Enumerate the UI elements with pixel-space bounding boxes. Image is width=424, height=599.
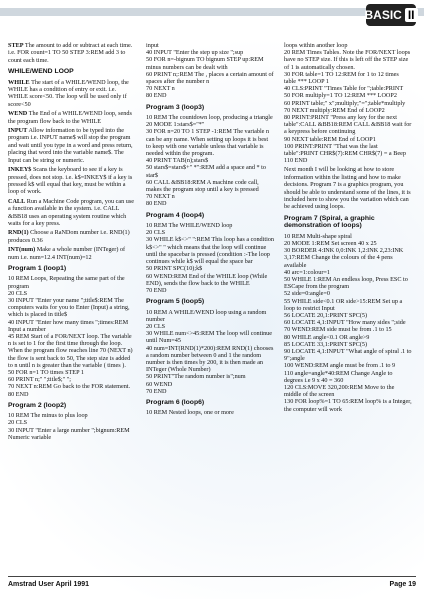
program-2-listing: 10 REM The minus to plus loop 20 CLS 30 INPUT "Enter a large number ";bignum:REM Numeric variable — [8, 412, 130, 441]
program-7-heading: Program 7 (Spiral, a graphic demonstration of loops) — [284, 214, 375, 230]
program-6-listing: 10 REM Nested loops, one or more — [146, 409, 234, 417]
def-input: INPUT Allow information to be typed into the program i.e. INPUT name$ will stop the program and wait until you type in a word and press return, placing that word into the variable name$. The Input can be string or numeric. — [8, 127, 133, 164]
program-1-listing: 10 REM Loops, Repeating the same part of the program 20 CLS 30 INPUT "Enter your name ";title$:REM The computers waits for you to Enter (Input) a string, which is placed in title$ 40 INPUT "Enter how many times ";times:REM Input a number 45 REM Start of a FOR/NEXT loop. The variable n is set to 1 for the first time through the loop. When the program flow reaches line 70 (NEXT n) the flow is sent back to 50, The step size is added to n until n is greater than the variable ( times ). 50 FOR n=1 TO times STEP 1 60 PRINT n;" ";title$;" "; 70 NEXT n:REM Go back to the FOR statement. 80 END — [8, 275, 133, 398]
def-int: INT(num) Make a whole number (INTeger) of num i.e. num=12.4 INT(num)=12 — [8, 246, 126, 261]
def-inkey: INKEY$ Scans the keyboard to see if a key is pressed, does not stop. i.e. k$=INKEY$ if a key is pressed k$ will equal that key, must be within a loop of work. — [8, 166, 133, 196]
program-4-listing: 10 REM The WHILE/WEND loop 20 CLS 30 WHILE k$<>" ":REM This loop has a condition k$<>" " which means that the loop will continue until the spacebar is pressed (condition :-The loop continues while k$ will equal the space bar 50 PRINT SPC(10);k$ 60 WEND:REM End of the WHILE loop (While END), sends the flow back to the WHILE 70 END — [146, 222, 274, 294]
program-7-listing: 10 REM Multi-shape spiral 20 MODE 1:REM Set screen 40 x 25 30 BORDER 4:INK 0,0:INK 1,2:INK 2,23:INK 3,17:REM Change the colours of the 4 pens available 40 arc=1:colour=1 50 WHILE 1:REM An endless loop, Press ESC to ESCape from the program 52 side=0:angle=0 55 WHILE side<0.1 OR side>15:REM Set up a loop to restrict Input 56 LOCATE 20,1:PRINT SPC(5) 60 LOCATE 4,1:INPUT "How many sides ";side 70 WEND:REM side must be from .1 to 15 80 WHILE angle<0.1 OR angle>9 85 LOCATE 33,1:PRINT SPC(5) 90 LOCATE 4,1:INPUT "What angle of spiral .1 to 9";angle 100 WEND:REM angle must be from .1 to 9 110 angle=angle*40:REM Change Angle to degrees i.e 9 x 40 = 360 120 CLS:MOVE 320,200:REM Move to the middle of the screen 130 FOR loop%=1 TO 65:REM loop% is a Integer, the computer will work — [284, 232, 412, 413]
program-6-heading: Program 6 (loop6) — [146, 398, 205, 406]
footer-page-number: Page 19 — [389, 580, 416, 588]
program-5-heading: Program 5 (loop5) — [146, 298, 205, 306]
program-4-heading: Program 4 (loop4) — [146, 211, 205, 219]
badge-icon: II — [405, 8, 418, 22]
column-1 — [8, 42, 136, 562]
program-3-listing: 10 REM The countdown loop, producing a triangle 20 MODE 1:stars$="*" 30 FOR n=20 TO 1 STEP -1:REM The variable n can be any name. When setting up loops it is best to keep with one variable unless that variable is needed within the program. 40 PRINT TAB(n);stars$ 50 stars$=stars$+" *":REM add a space and * to star$ 60 CALL &BB18:REM A machine code call, makes the program stop until a key is pressed 70 NEXT n 80 END — [146, 114, 273, 208]
def-while: WHILE The start of a WHILE/WEND loop, the WHILE has a condition of entry or exit. i.e. WHILE score<50. The loop will be used only if score<50 — [8, 78, 129, 108]
program-6-listing-cont: loops within another loop 20 REM Times Tables. Note the FOR/NEXT loops have no STEP size. If this is left off the STEP size of 1 is automatically chosen. 30 FOR table=1 TO 12:REM for 1 to 12 times table *** LOOP 1 40 CLS:PRINT "Times Table for ";table:PRINT 50 FOR multiply=1 TO 12:REM *** LOOP2 60 PRINT table;" x";multiply;"=";table*multiply 70 NEXT multiply:REM End of LOOP2 80 PRINT:PRINT "Press any key for the next table":CALL &BB18:REM CALL &BB18 wait for a keypress before continuing 90 NEXT table:REM End of LOOP1 100 PRINT:PRINT "That was the last table":PRINT CHR$(7):REM CHR$(7) = a Beep 110 END — [284, 42, 412, 165]
program-2-heading: Program 2 (loop2) — [8, 401, 67, 409]
program-3-heading: Program 3 (loop3) — [146, 103, 205, 111]
program-2-listing-cont: input 40 INPUT "Enter the step up size ";sup 50 FOR n=-bignum TO bignum STEP up:REM minus numbers can be dealt with 60 PRINT n;:REM The , places a certain amount of spaces after the number n 70 NEXT n 80 END — [146, 42, 274, 100]
badge-label: BASIC — [364, 8, 402, 22]
def-rnd: RND(1) Choose a RaNDom number i.e. RND(1) produces 0.36 — [8, 229, 130, 244]
def-wend: WEND The End of a WHILE/WEND loop, sends the program flow back to the WHILE — [8, 110, 132, 125]
page-footer — [8, 576, 416, 591]
program-1-heading: Program 1 (loop1) — [8, 264, 67, 272]
column-2 — [146, 42, 274, 582]
def-call: CALL Run a Machine Code program, you can use a function available in the system. i.e. CALL &BB18 uses an operating system routine which waits for a key press. — [8, 197, 134, 227]
step-definition: STEP The amount to add or subtract at each time. i.e. FOR count=1 TO 50 STEP 3:REM add 3 to count each time. — [8, 42, 133, 64]
footer-publication: Amstrad User April 1991 — [8, 580, 90, 588]
header-bar — [0, 8, 424, 16]
closing-paragraph: Next month I will be looking at how to store information within the listing and how to make decisions. Program 7 is a graphics program, you should be able to understand some of the lines, it is included here to show you the variation which can be achieved using loops. — [284, 166, 411, 211]
program-5-listing: 10 REM A WHILE/WEND loop using a random number 20 CLS 30 WHILE num<>45:REM The loop will continue until Num=45 40 num=INT(RND(1)*200):REM RND(1) chooses a random number between 0 and 1 the random number is then times by 200, it is then made an INTeger (Whole Number) 50 PRINT"The random number is";num 60 WEND 70 END — [146, 308, 274, 395]
column-3 — [284, 42, 412, 582]
basic-badge — [366, 4, 416, 26]
section-heading: WHILE/WEND LOOP — [8, 68, 74, 76]
